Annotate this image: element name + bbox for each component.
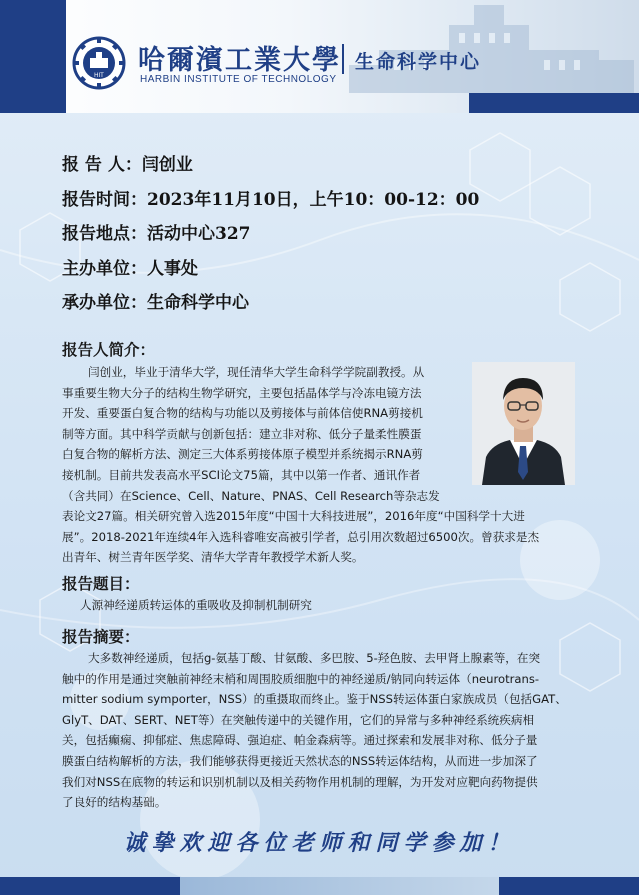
abstract-line: 触中的作用是通过突触前神经末梢和周围胶质细胞中的神经递质/钠同向转运体（neurotrans-	[62, 671, 540, 686]
abstract-line: 膜蛋白结构解析的方法，我们能够获得更接近天然状态的NSS转运体结构，从而进一步加深了	[62, 753, 538, 768]
place-label: 报告地点：	[62, 224, 147, 244]
bio-line: 出青年、树兰青年医学奖、清华大学青年教授学术新人奖。	[62, 550, 364, 565]
place-value: 活动中心327	[147, 224, 251, 244]
abstract-line: GlyT、DAT、SERT、NET等）在突触传递中的关键作用，它们的异常与多种神经系统疾病相	[62, 712, 535, 727]
bio-line: （含共同）在Science、Cell、Nature、PNAS、Cell Research等杂志发	[62, 488, 440, 503]
event-info	[62, 150, 479, 323]
header-accent-bar-right	[469, 93, 639, 113]
speaker-photo	[472, 362, 575, 485]
footer-gradient-bar	[180, 877, 499, 895]
bio-line: 闫创业，毕业于清华大学，现任清华大学生命科学学院副教授。从	[88, 365, 425, 379]
abstract-line: mitter sodium symporter，NSS）的重摄取而终止。鉴于NSS转运体蛋白家族成员（包括GAT、	[62, 692, 567, 707]
bio-line: 展”。2018-2021年连续4年入选科睿唯安高被引学者，总引用次数超过6500次。曾获求是杰	[62, 529, 540, 544]
bio-line: 接机制。目前共发表高水平SCI论文75篇，其中以第一作者、通讯作者	[62, 467, 421, 482]
info-row-place	[62, 219, 479, 254]
bio-title: 报告人简介：	[62, 341, 156, 359]
abstract-line: 了良好的结构基础。	[62, 795, 167, 810]
abstract-paragraph	[62, 648, 592, 813]
center-name: 生命科学中心	[355, 51, 482, 73]
bio-paragraph-upper	[62, 362, 472, 506]
host-label: 主办单位：	[62, 258, 147, 279]
abstract-title: 报告摘要：	[62, 628, 140, 646]
info-row-organizer	[62, 288, 479, 323]
bio-paragraph-lower	[62, 506, 582, 568]
header-banner	[0, 0, 639, 113]
bio-line: 开发、重要蛋白复合物的结构与功能以及剪接体与前体信使RNA剪接机	[62, 406, 423, 421]
abstract-line: 关，包括癫痫、抑郁症、焦虑障碍、强迫症、帕金森病等。通过探索和发展非对称、低分子量	[62, 733, 538, 748]
topic-text: 人源神经递质转运体的重吸收及抑制机制研究	[80, 598, 312, 612]
info-row-host	[62, 254, 479, 289]
header-divider	[342, 44, 344, 74]
time-value: 2023年11月10日，上午10：00-12：00	[147, 189, 480, 210]
organizer-value: 生命科学中心	[147, 293, 249, 313]
abstract-line: 我们对NSS在底物的转运和识别机制以及相关药物作用机制的理解，为开发对应靶向药物提供	[62, 774, 538, 789]
header-accent-bar-left	[0, 0, 66, 113]
footer-accent-bar-left	[0, 877, 180, 895]
hit-seal-logo-icon	[72, 36, 126, 90]
university-name-en: HARBIN INSTITUTE OF TECHNOLOGY	[140, 74, 337, 85]
speaker-portrait-icon	[472, 362, 575, 485]
organizer-label: 承办单位：	[62, 293, 147, 313]
bio-line: 制等方面。其中科学贡献与创新包括：建立非对称、低分子量柔性膜蛋	[62, 426, 422, 441]
info-row-time	[62, 185, 479, 220]
speaker-value: 闫创业	[141, 155, 193, 175]
speaker-label: 报 告 人：	[62, 155, 142, 175]
bio-line: 白复合物的解析方法、测定三大体系剪接体原子模型并系统揭示RNA剪	[62, 447, 423, 462]
topic-title: 报告题目：	[62, 575, 140, 593]
bio-line: 事重要生物大分子的结构生物学研究，主要包括晶体学与冷冻电镜方法	[62, 385, 422, 400]
time-label: 报告时间：	[62, 189, 147, 210]
info-row-speaker	[62, 150, 479, 185]
footer-accent-bar-right	[499, 877, 639, 895]
abstract-line: 大多数神经递质，包括g-氨基丁酸、甘氨酸、多巴胺、5-羟色胺、去甲肾上腺素等，在突	[88, 651, 541, 665]
welcome-slogan: 诚挚欢迎各位老师和同学参加！	[123, 830, 516, 856]
university-name-cn: 哈爾濱工業大學	[138, 45, 341, 76]
logo-text: HIT	[94, 73, 104, 79]
bio-line: 表论文27篇。相关研究曾入选2015年度“中国十大科技进展”，2016年度“中国科学十大进	[62, 509, 525, 523]
host-value: 人事处	[147, 258, 198, 279]
